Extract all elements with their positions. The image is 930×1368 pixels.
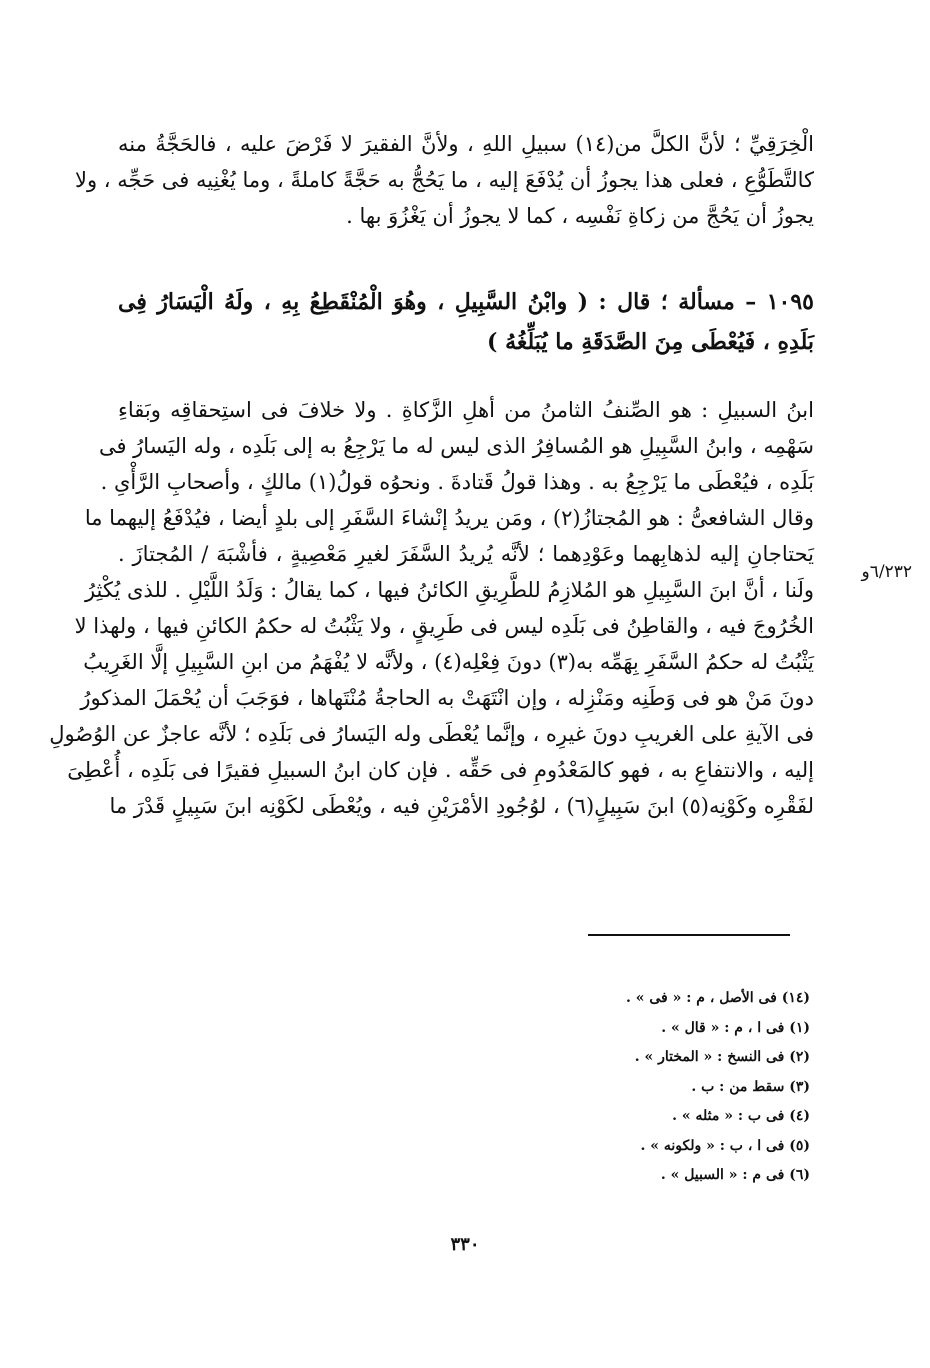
footnote: (١٤) فى الأصل ، م : « فى » .: [626, 990, 810, 1006]
text-line: يَثْبُتُ له حكمُ السَّفَرِ بِهَمِّه به(٣) دونَ فِعْلِه(٤) ، ولأنَّه لا يُفْهَمُ من ابنِ السَّبِيلِ إلَّا الغَرِيبُ: [83, 650, 814, 674]
text-line: الخُرُوجَ فيه ، والقاطِنُ فى بَلَدِه ليس فى طَرِيقٍ ، ولا يَثْبُتُ له حكمُ الكائنِ فيها ، ولهذا لا: [74, 614, 814, 638]
paragraph-2: [49, 392, 814, 824]
paragraph-1: [75, 126, 814, 234]
issue-heading: [118, 282, 814, 362]
margin-reference: ٦/٢٣٢و: [861, 562, 912, 582]
footnote: (٥) فى ا ، ب : « ولكونه » .: [640, 1137, 810, 1154]
text-line: ولَنا ، أنَّ ابنَ السَّبِيلِ هو المُلازِمُ للطَّرِيقِ الكائنُ فيها ، كما يقالُ : وَلَدُ اللَّيْلِ . للذى يُكْثِرُ: [84, 578, 814, 602]
heading-line: ١٠٩٥ – مسألة ؛ قال : ( وابْنُ السَّبِيلِ ، وهُوَ الْمُنْقَطِعُ بِهِ ، ولَهُ الْيَسَارُ فِى: [118, 289, 814, 315]
text-line: وقال الشافعىُّ : هو المُجتازُ(٢) ، ومَن يريدُ إنْشاءَ السَّفَرِ إلى بلدٍ أيضا ، فيُدْفَعُ إليهما ما: [84, 506, 814, 530]
page-number: ٣٣٠: [450, 1234, 480, 1255]
text-line: كالتَّطَوُّعِ ، فعلى هذا يجوزُ أن يُدْفَعَ إليه ، ما يَحُجُّ به حَجَّةً كاملةً ، وما يُغْنِيه فى حَجِّه ، ولا: [75, 168, 814, 192]
heading-line: بَلَدِهِ ، فَيُعْطَى مِنَ الصَّدَقَةِ ما يُبَلِّغُهُ ): [487, 329, 814, 355]
text-line: يجوزُ أن يَحُجَّ من زكاةِ نَفْسِه ، كما لا يجوزُ أن يَغْزُوَ بها .: [346, 204, 814, 228]
text-line: إليه ، والانتفاعِ به ، فهو كالمَعْدُومِ فى حَقِّه . فإن كان ابنُ السبيلِ فقيرًا فى بَلَدِه ، أُعْطِىَ: [67, 758, 814, 782]
text-line: دونَ مَنْ هو فى وَطَنِه ومَنْزِله ، وإن انْتَهَتْ به الحاجةُ مُنْتَهاها ، فوَجَبَ أن يُحْمَلَ المذكورُ: [80, 686, 814, 710]
footnote: (١) فى ا ، م : « قال » .: [661, 1019, 810, 1036]
text-line: يَحتاجانِ إليه لذهابِهما وعَوْدِهما ؛ لأنَّه يُريدُ السَّفَرَ لغيرِ مَعْصِيةٍ ، فأشْبَهَ / المُجتازَ .: [118, 542, 814, 566]
footnote: (٢) فى النسخ : « المختار » .: [634, 1049, 810, 1065]
text-line: بَلَدِه ، فيُعْطَى ما يَرْجِعُ به . وهذا قولُ قَتادةَ . ونحوُه قولُ(١) مالكٍ ، وأصحابِ الرَّأْىِ .: [100, 470, 814, 494]
footnotes: [560, 984, 810, 1191]
footnote: (٤) فى ب : « مثله » .: [672, 1108, 810, 1124]
text-line: ابنُ السبيلِ : هو الصِّنفُ الثامنُ من أهلِ الزَّكاةِ . ولا خلافَ فى استِحقاقِه وبَقاءِ: [118, 398, 814, 422]
footnote: (٦) فى م : « السبيل » .: [660, 1167, 810, 1183]
text-line: الْخِرَقِيِّ ؛ لأنَّ الكلَّ من(١٤) سبيلِ اللهِ ، ولأنَّ الفقيرَ لا فَرْضَ عليه ، فالحَجَّةُ منه: [118, 132, 814, 156]
footnote-divider: [588, 934, 790, 936]
text-line: سَهْمِه ، وابنُ السَّبِيلِ هو المُسافِرُ الذى ليس له ما يَرْجِعُ به إلى بَلَدِه ، وله اليَسارُ فى: [98, 434, 814, 458]
footnote: (٣) سقط من : ب .: [691, 1078, 810, 1095]
text-line: فى الآيةِ على الغريبِ دونَ غيرِه ، وإنَّما يُعْطَى وله اليَسارُ فى بَلَدِه ؛ لأنَّه عاجزٌ عن الوُصُولِ: [49, 722, 814, 746]
text-line: لفَقْرِه وكَوْنِه(٥) ابنَ سَبِيلٍ(٦) ، لوُجُودِ الأمْرَيْنِ فيه ، ويُعْطَى لكَوْنِه ابنَ سَبِيلٍ قَدْرَ ما: [109, 794, 814, 818]
